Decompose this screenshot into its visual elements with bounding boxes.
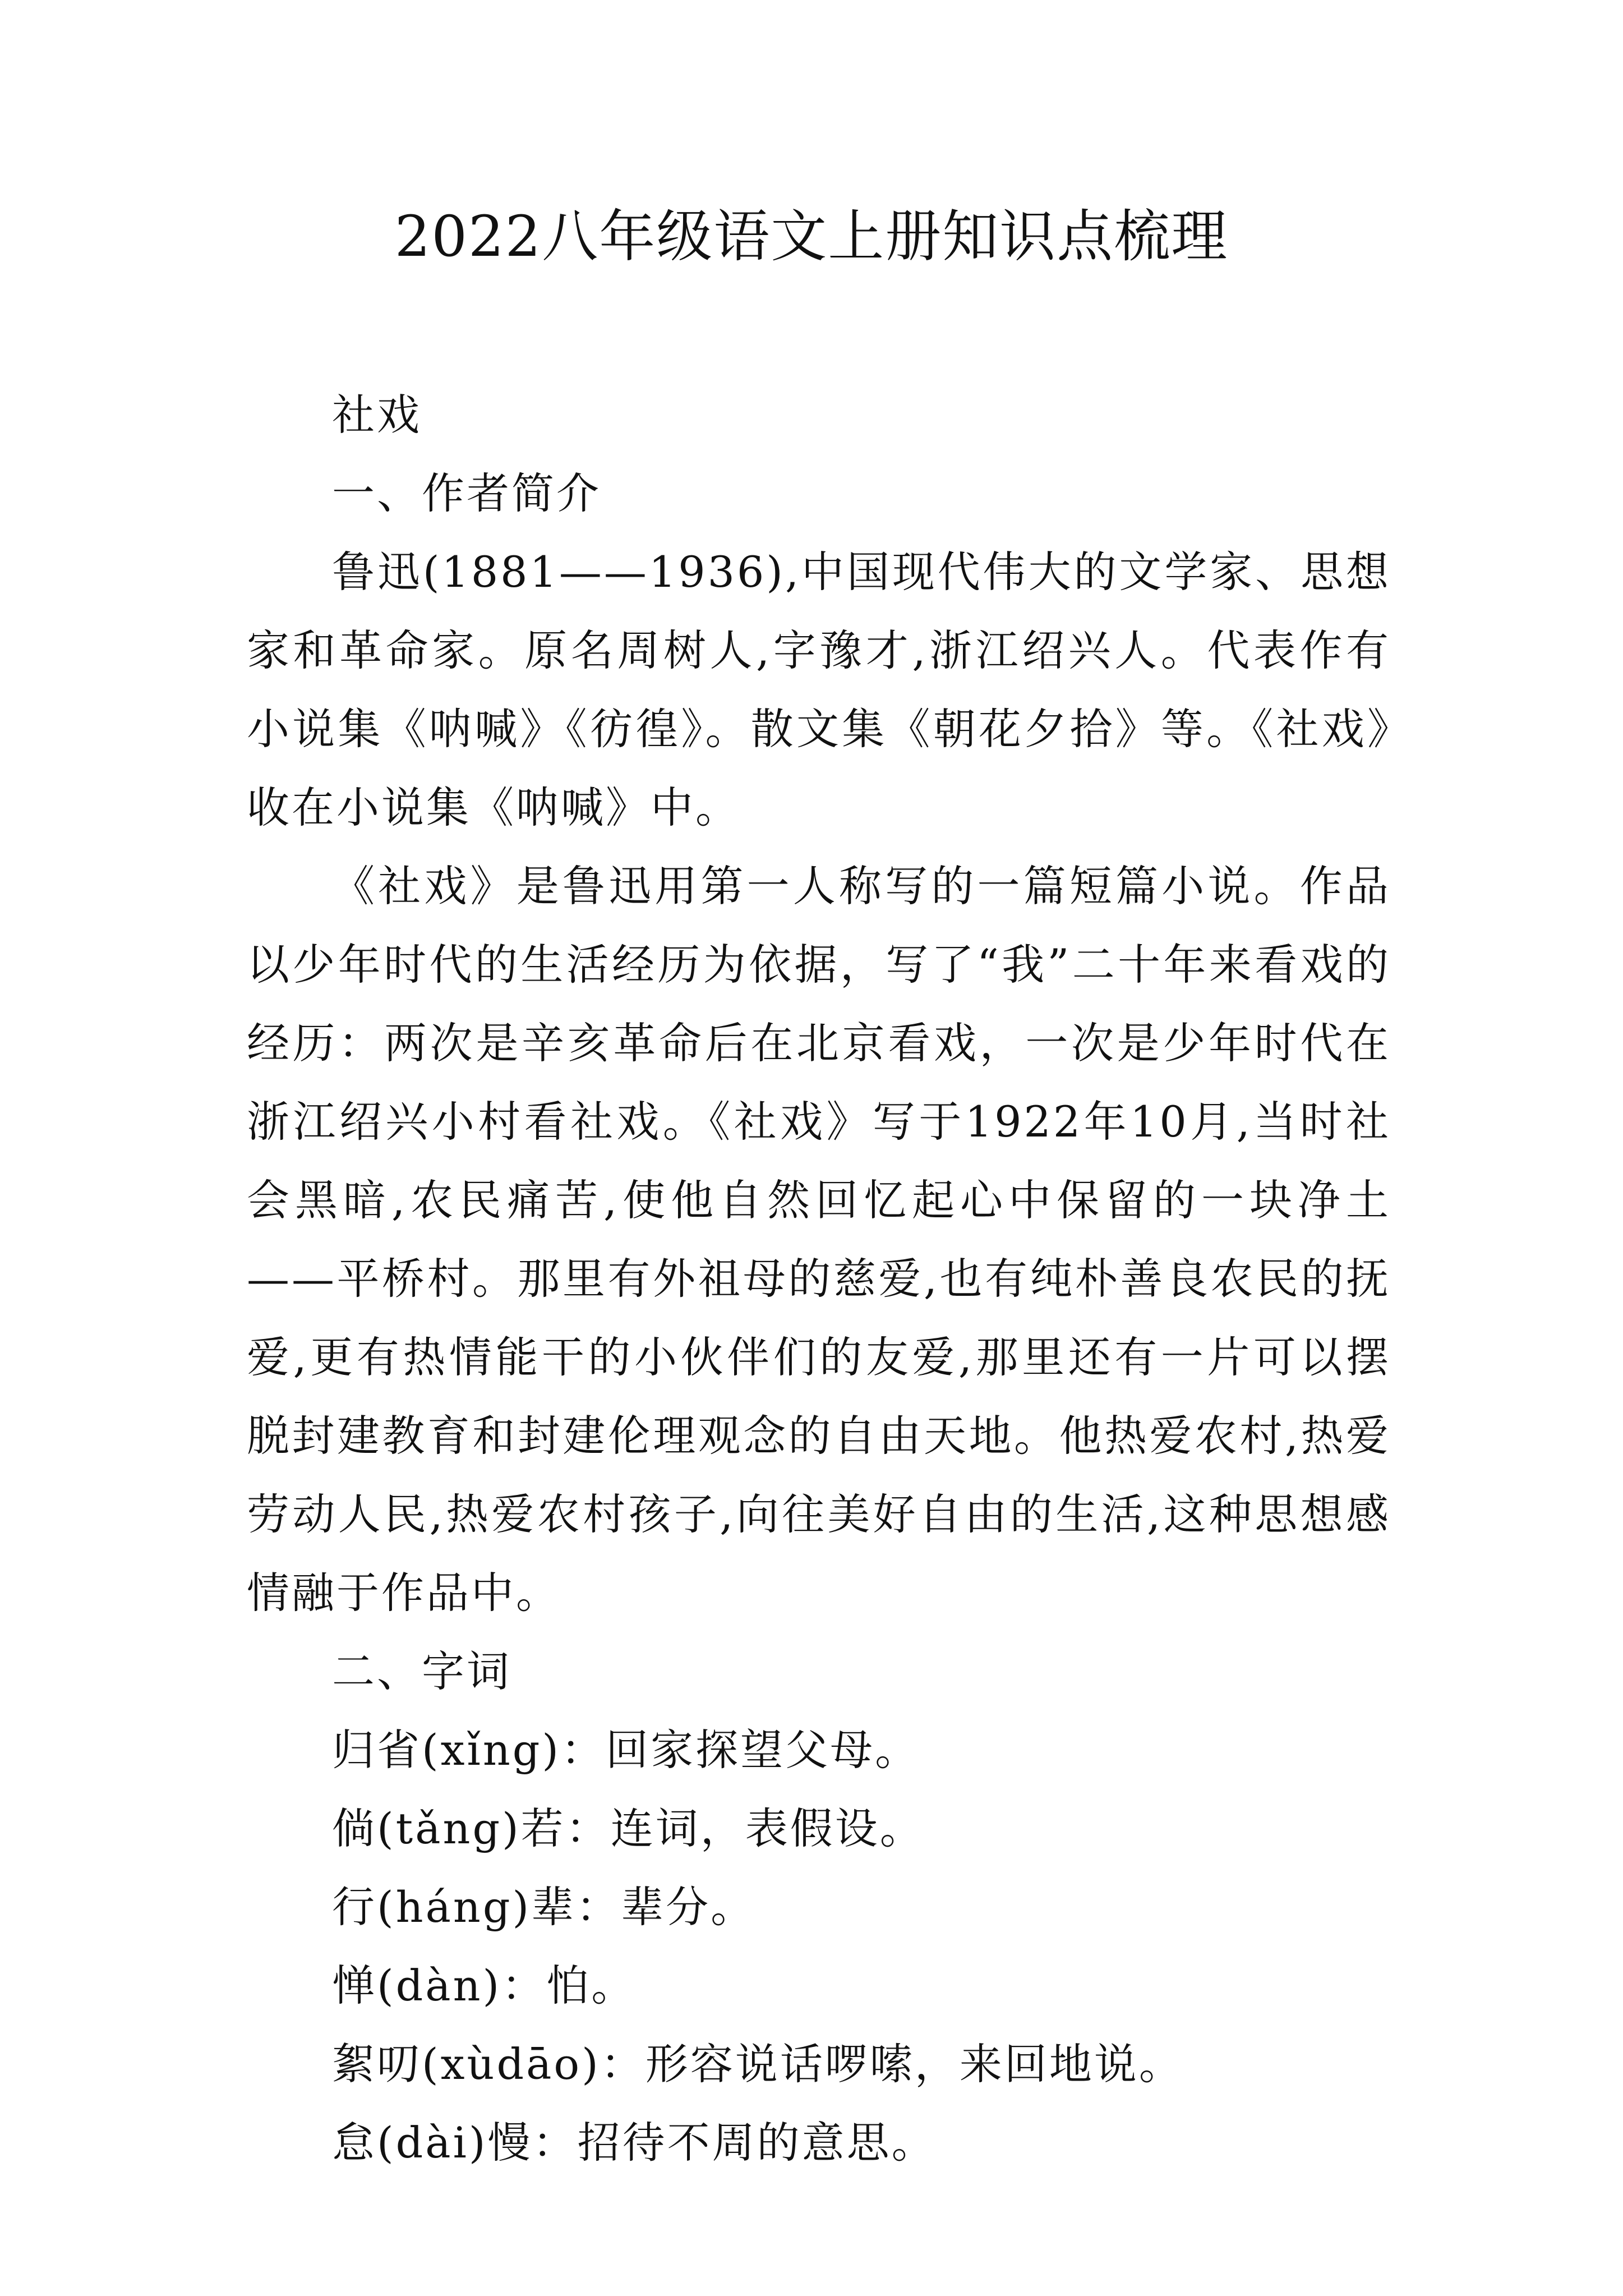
document-title: 2022八年级语文上册知识点梳理	[394, 204, 1229, 269]
lesson-title: 社戏	[332, 390, 422, 440]
vocab-item: 絮叨(xùdāo)：形容说话啰嗦，来回地说。	[332, 2039, 1184, 2089]
story-summary-paragraph: 《社戏》是鲁迅用第一人称写的一篇短篇小说。作品以少年时代的生活经历为依据，写了“我”二十年来看戏的经历：两次是辛亥革命后在北京看戏，一次是少年时代在浙江绍兴小村看社戏。《社戏》写于1922年10月,当时社会黑暗,农民痛苦,使他自然回忆起心中保留的一块净土——平桥村。那里有外祖母的慈爱,也有纯朴善良农民的抚爱,更有热情能干的小伙伴们的友爱,那里还有一片可以摆脱封建教育和封建伦理观念的自由天地。他热爱农村,热爱劳动人民,热爱农村孩子,向往美好自由的生活,这种思想感情融于作品中。	[247, 861, 1391, 1618]
vocab-item: 怠(dài)慢：招待不周的意思。	[332, 2118, 937, 2168]
document-body	[247, 376, 1391, 2182]
vocab-item: 归省(xǐng)：回家探望父母。	[332, 1725, 920, 1775]
vocab-item: 惮(dàn)：怕。	[332, 1961, 637, 2010]
author-intro-paragraph: 鲁迅(1881——1936),中国现代伟大的文学家、思想家和革命家。原名周树人,字豫才,浙江绍兴人。代表作有小说集《呐喊》《彷徨》。散文集《朝花夕拾》等。《社戏》收在小说集《呐喊》中。	[247, 547, 1391, 832]
vocab-item: 行(háng)辈：辈分。	[332, 1882, 756, 1932]
section-heading-author: 一、作者简介	[332, 468, 601, 518]
vocab-item: 倘(tǎng)若：连词，表假设。	[332, 1803, 925, 1853]
section-heading-vocab: 二、字词	[332, 1646, 511, 1696]
